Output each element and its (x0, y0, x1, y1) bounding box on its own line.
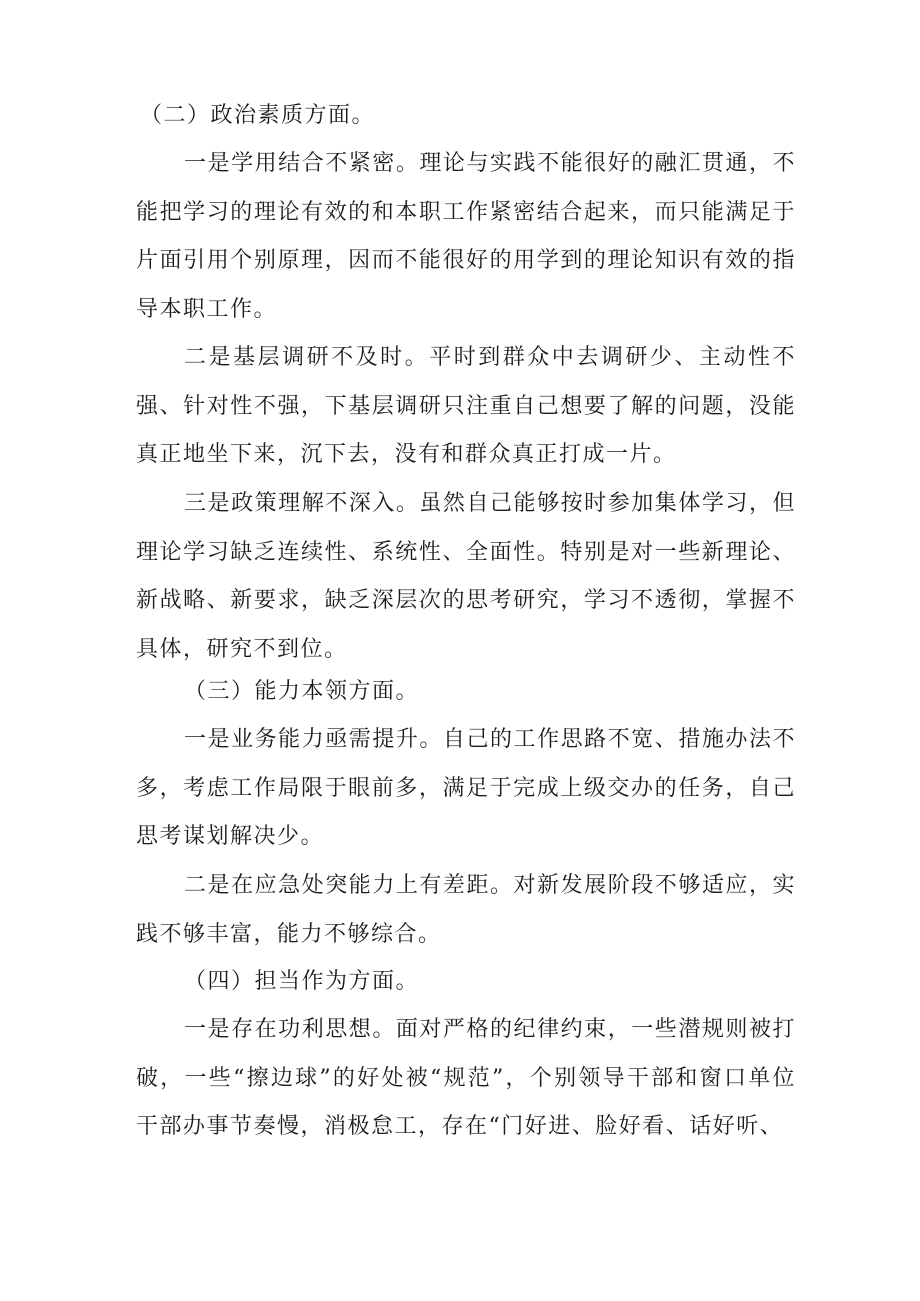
paragraph-grassroots-research: 二是基层调研不及时。平时到群众中去调研少、主动性不强、针对性不强，下基层调研只注重自己想要了解的问题，没能真正地坐下来，沉下去，没有和群众真正打成一片。 (136, 345, 796, 467)
section-heading-ability: （三）能力本领方面。 (184, 679, 420, 704)
section-heading-political-quality: （二）政治素质方面。 (140, 103, 376, 128)
paragraph-policy-understanding: 三是政策理解不深入。虽然自己能够按时参加集体学习，但理论学习缺乏连续性、系统性、全面性。特别是对一些新理论、新战略、新要求，缺乏深层次的思考研究，学习不透彻，掌握不具体，研究不到位。 (136, 491, 796, 662)
section-heading-responsibility: （四）担当作为方面。 (184, 969, 420, 994)
paragraph-utilitarian-thinking: 一是存在功利思想。面对严格的纪律约束，一些潜规则被打破，一些“擦边球”的好处被“规范”，个别领导干部和窗口单位干部办事节奏慢，消极怠工，存在“门好进、脸好看、话好听、 (136, 1017, 796, 1139)
paragraph-emergency-response: 二是在应急处突能力上有差距。对新发展阶段不够适应，实践不够丰富，能力不够综合。 (136, 873, 796, 947)
paragraph-study-application: 一是学用结合不紧密。理论与实践不能很好的融汇贯通，不能把学习的理论有效的和本职工作紧密结合起来，而只能满足于片面引用个别原理，因而不能很好的用学到的理论知识有效的指导本职工作。 (136, 151, 796, 322)
paragraph-business-ability: 一是业务能力亟需提升。自己的工作思路不宽、措施办法不多，考虑工作局限于眼前多，满足于完成上级交办的任务，自己思考谋划解决少。 (136, 727, 796, 849)
